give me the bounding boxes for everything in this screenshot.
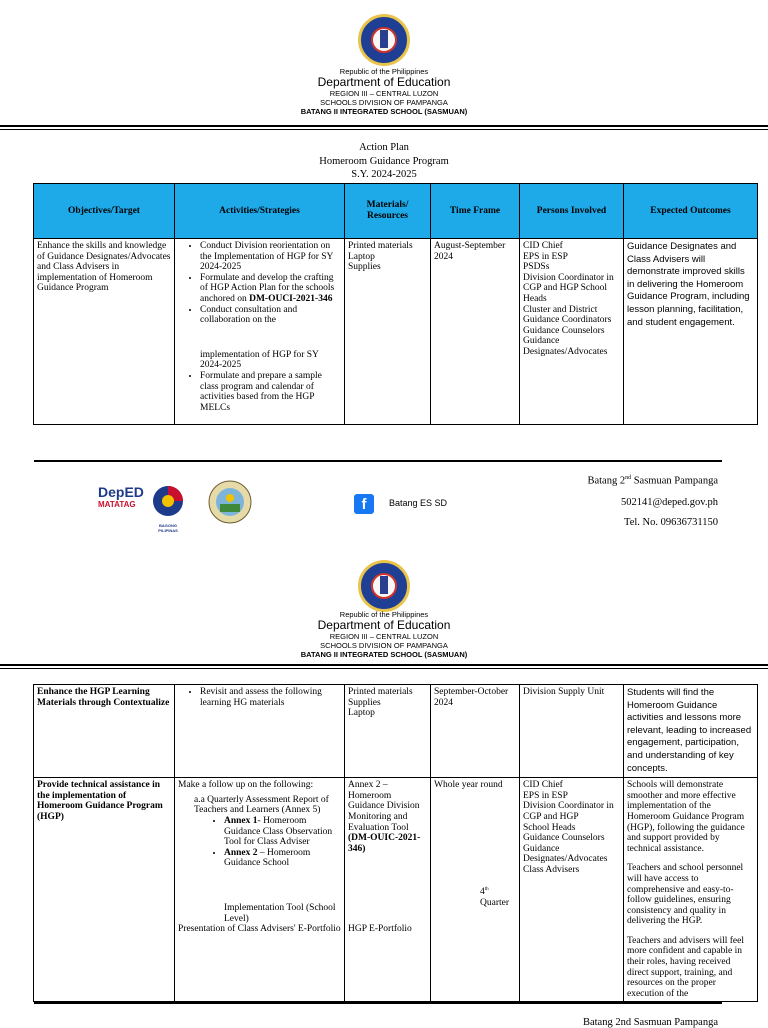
footer-rule (34, 460, 722, 462)
outcome-cell: Guidance Designates and Class Advisers will demonstrate improved skills in delivering the Homeroom Guidance Program, including lesson planning, facilitation, and student engagement. (624, 239, 758, 425)
activity-item: • Revisit and assess the following learning HG materials (200, 687, 341, 708)
materials-cell: Printed materials Laptop Supplies (345, 239, 431, 425)
activity-item: • Formulate and prepare a sample class program and calendar of activities based from the HGP MELCs (200, 371, 341, 413)
materials-cell: Printed materials Supplies Laptop (345, 685, 431, 778)
timeframe-cell: Whole year round 4th Quarter (431, 778, 520, 1002)
plan-title: Action Plan (359, 142, 409, 153)
plan-school-year: S.Y. 2024-2025 (351, 169, 417, 180)
header-timeframe: Time Frame (431, 184, 520, 239)
address-text-partial: Batang 2nd Sasmuan Pampanga (582, 1017, 718, 1028)
republic-text: Republic of the Philippines (339, 67, 429, 76)
materials-cell: Annex 2 – Homeroom Guidance Division Monitoring and Evaluation Tool (DM-OUIC-2021-346) HGP E-Portfolio (345, 778, 431, 1002)
school-logo-icon (208, 480, 252, 524)
persons-cell: CID Chief EPS in ESP Division Coordinator in CGP and HGP School Heads Guidance Counselors Guidance Designates/Advocates Class Advisers (520, 778, 624, 1002)
deped-seal-icon (358, 560, 410, 612)
action-plan-table-continued (33, 684, 758, 1002)
header-materials: Materials/ Resources (345, 184, 431, 239)
outcome-cell: Schools will demonstrate smoother and more effective implementation of the Homeroom Guidance Program (HGP), following the guidance and support provided by technical assistance. Teachers and school personnel will have access to comprehensive and easy-to-follow guidelines, ensuring consistency and quality in delivering the HGP. Teachers and advisers will feel more confident and capable in their roles, having received direct support, training, and resources on the proper execution of the (624, 778, 758, 1002)
activities-cell: Make a follow up on the following: a.a Quarterly Assessment Report of Teachers and Learners (Annex 5) • Annex 1- Homeroom Guidance Class Observation Tool for Class Adviser • Annex 2 – Homeroom Guidance School Implementation Tool (School Level) Presentation of Class Advisers' E-Portfolio (175, 778, 345, 1002)
activity-item: • Conduct Division reorientation on the Implementation of HGP for SY 2024-2025 (200, 241, 341, 273)
activity-item: • Annex 1- Homeroom Guidance Class Observation Tool for Class Adviser (224, 816, 341, 848)
deped-matatag-logo: DepED MATATAG (98, 484, 144, 509)
table-header-row (34, 184, 758, 239)
bagong-pilipinas-logo: BAGONG PILIPINAS (150, 484, 186, 528)
division-text: SCHOOLS DIVISION OF PAMPANGA (320, 641, 448, 650)
table-row (34, 778, 758, 1002)
republic-text: Republic of the Philippines (339, 610, 429, 619)
email-link[interactable]: 502141@deped.gov.ph (620, 497, 718, 508)
department-text: Department of Education (317, 618, 451, 632)
deped-seal-icon (358, 14, 410, 66)
activity-item: • Formulate and develop the crafting of HGP Action Plan for the schools anchored on DM-OUCI-2021-346 (200, 273, 341, 305)
activity-item: • Annex 2 – Homeroom Guidance School (224, 848, 341, 869)
timeframe-cell: September-October 2024 (431, 685, 520, 778)
objective-cell: Provide technical assistance in the implementation of Homeroom Guidance Program (HGP) (34, 778, 175, 1002)
activity-item: • Conduct consultation and collaboration on the (200, 305, 341, 326)
region-text: REGION III – CENTRAL LUZON (329, 89, 439, 98)
tel-text: Tel. No. 09636731150 (624, 517, 718, 528)
activities-cell (175, 685, 345, 778)
outcome-cell: Students will find the Homeroom Guidance activities and lessons more relevant, leading to increased engagement, participation, and understanding of key concepts. (624, 685, 758, 778)
header-activities: Activities/Strategies (175, 184, 345, 239)
division-text: SCHOOLS DIVISION OF PAMPANGA (320, 98, 448, 107)
header-rule (0, 125, 768, 127)
header-rule (0, 664, 768, 666)
plan-subtitle: Homeroom Guidance Program (319, 156, 449, 167)
header-persons: Persons Involved (520, 184, 624, 239)
header-objectives: Objectives/Target (34, 184, 175, 239)
region-text: REGION III – CENTRAL LUZON (329, 632, 439, 641)
persons-cell: Division Supply Unit (520, 685, 624, 778)
persons-cell: CID Chief EPS in ESP PSDSs Division Coordinator in CGP and HGP School Heads Cluster and District Guidance Coordinators Guidance Counselors Guidance Designates/Advocates (520, 239, 624, 425)
activities-cell (175, 239, 345, 425)
header-rule-thin (0, 668, 768, 669)
footer-rule (34, 1002, 722, 1004)
address-text: Batang 2nd Sasmuan Pampanga (587, 475, 718, 487)
department-text: Department of Education (317, 75, 451, 89)
objective-cell: Enhance the skills and knowledge of Guidance Designates/Advocates and Class Advisers in implementation of Homeroom Guidance Program (34, 239, 175, 425)
objective-cell: Enhance the HGP Learning Materials through Contextualize (34, 685, 175, 778)
header-outcomes: Expected Outcomes (624, 184, 758, 239)
facebook-icon[interactable]: f (354, 494, 374, 514)
table-row (34, 239, 758, 425)
action-plan-table (33, 183, 758, 425)
facebook-label[interactable]: Batang ES SD (389, 498, 448, 508)
school-text: BATANG II INTEGRATED SCHOOL (SASMUAN) (300, 650, 468, 659)
table-row (34, 685, 758, 778)
activity-continuation: implementation of HGP for SY 2024-2025 (200, 349, 319, 371)
school-text: BATANG II INTEGRATED SCHOOL (SASMUAN) (300, 107, 468, 116)
timeframe-cell: August-September 2024 (431, 239, 520, 425)
header-rule-thin (0, 129, 768, 130)
